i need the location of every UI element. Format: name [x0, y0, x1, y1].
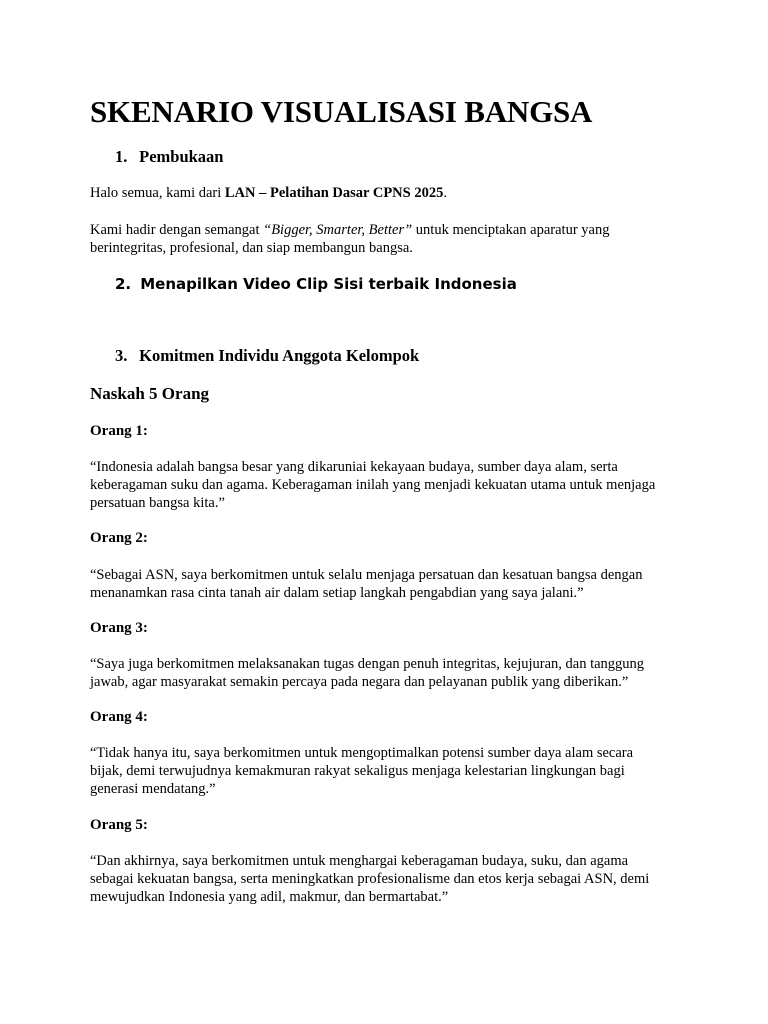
spirit-suffix: untuk menciptakan aparatur yang — [412, 222, 610, 238]
spirit-paragraph — [90, 221, 690, 257]
section-title: Menapilkan Video Clip Sisi terbaik Indonesia — [140, 275, 517, 293]
speaker-label: Orang 2: — [90, 530, 148, 546]
paragraph-line: keberagaman suku dan agama. Keberagaman inilah yang menjadi kekuatan utama untuk menjaga — [90, 477, 656, 493]
section-number: 3. — [115, 346, 128, 365]
speaker-label: Orang 5: — [90, 817, 148, 833]
section-number: 2. — [115, 275, 132, 293]
paragraph-line: persatuan bangsa kita.” — [90, 495, 225, 511]
speaker-quote — [90, 744, 690, 798]
paragraph-line: berintegritas, profesional, dan siap membangun bangsa. — [90, 240, 413, 256]
greeting-prefix: Halo semua, kami dari — [90, 185, 225, 201]
section-number: 1. — [115, 147, 128, 166]
speaker-quote — [90, 458, 690, 512]
spirit-prefix: Kami hadir dengan semangat — [90, 222, 264, 238]
section-title: Komitmen Individu Anggota Kelompok — [139, 346, 420, 365]
section-heading-pembukaan — [115, 146, 223, 168]
greeting-paragraph — [90, 184, 690, 202]
paragraph-line: sebagai kekuatan bangsa, serta meningkatkan profesionalisme dan etos kerja sebagai ASN, demi — [90, 871, 650, 887]
paragraph-line: “Saya juga berkomitmen melaksanakan tugas dengan penuh integritas, kejujuran, dan tanggung — [90, 656, 645, 672]
paragraph-line: mewujudkan Indonesia yang adil, makmur, dan bermartabat.” — [90, 889, 449, 905]
paragraph-line: “Sebagai ASN, saya berkomitmen untuk selalu menjaga persatuan dan kesatuan bangsa dengan — [90, 567, 643, 583]
paragraph-line: “Dan akhirnya, saya berkomitmen untuk menghargai keberagaman budaya, suku, dan agama — [90, 853, 629, 869]
section-title: Pembukaan — [139, 147, 224, 166]
script-heading: Naskah 5 Orang — [90, 384, 210, 403]
document-title: SKENARIO VISUALISASI BANGSA — [90, 94, 593, 129]
paragraph-line: generasi mendatang.” — [90, 781, 216, 797]
speaker-quote — [90, 852, 690, 906]
organization-name: LAN – Pelatihan Dasar CPNS 2025 — [224, 185, 444, 201]
slogan-text: “Bigger, Smarter, Better” — [263, 222, 413, 238]
speaker-label: Orang 1: — [90, 423, 148, 439]
paragraph-line: menanamkan rasa cinta tanah air dalam setiap langkah pengabdian yang saya jalani.” — [90, 585, 584, 601]
speaker-quote — [90, 655, 690, 691]
speaker-label: Orang 3: — [90, 620, 148, 636]
speaker-label: Orang 4: — [90, 709, 148, 725]
section-heading-komitmen — [115, 345, 419, 367]
speaker-quote — [90, 566, 690, 602]
paragraph-line: bijak, demi terwujudnya kemakmuran rakyat sekaligus menjaga kelestarian lingkungan bagi — [90, 763, 625, 779]
greeting-suffix: . — [443, 185, 447, 201]
paragraph-line: “Indonesia adalah bangsa besar yang dikaruniai kekayaan budaya, sumber daya alam, serta — [90, 459, 618, 475]
paragraph-line: “Tidak hanya itu, saya berkomitmen untuk mengoptimalkan potensi sumber daya alam secara — [90, 745, 634, 761]
paragraph-line — [90, 221, 690, 239]
section-heading-video-clip — [115, 273, 517, 295]
paragraph-line: jawab, agar masyarakat semakin percaya pada negara dan pelayanan publik yang diberikan.” — [90, 674, 629, 690]
